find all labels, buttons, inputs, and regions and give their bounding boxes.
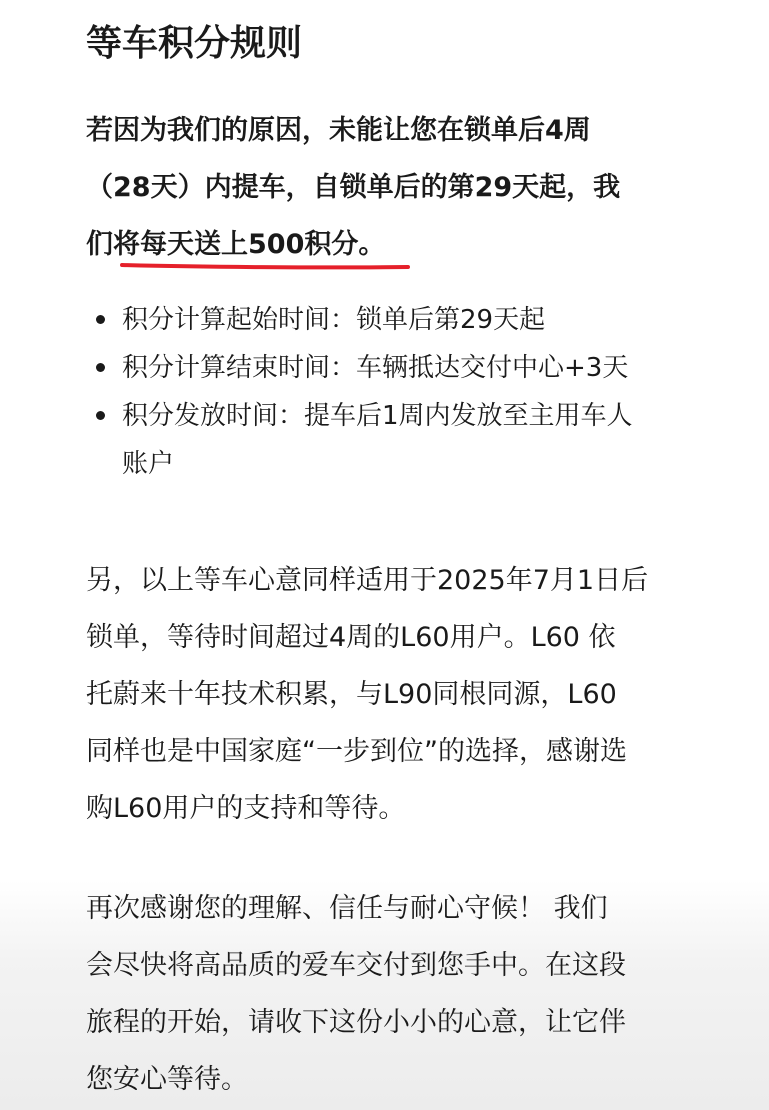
intro-line: （28天）内提车，自锁单后的第29天起，我 [86,172,621,203]
intro-line: 若因为我们的原因，未能让您在锁单后4周 [86,115,591,146]
list-item [86,344,706,392]
paragraph-line: 旅程的开始，请收下这份小小的心意，让它伴 [86,1007,626,1038]
paragraph-line: 会尽快将高品质的爱车交付到您手中。在这段 [86,950,626,981]
paragraph-line: 另，以上等车心意同样适用于2025年7月1日后 [86,565,649,596]
bullet-dot-icon [96,363,105,372]
intro-paragraph [86,102,696,273]
paragraph-line: 再次感谢您的理解、信任与耐心守候！ 我们 [86,893,608,924]
bullet-dot-icon [96,315,105,324]
list-item-text: 账户 [122,449,175,479]
paragraph-line: 同样也是中国家庭“一步到位”的选择，感谢选 [86,736,627,767]
list-item [86,296,706,344]
paragraph-line: 锁单，等待时间超过4周的L60用户。L60 依 [86,622,616,653]
list-item [86,392,706,488]
rules-list [86,296,706,488]
applicability-paragraph [86,552,726,837]
page-title: 等车积分规则 [86,23,303,64]
paragraph-line: 托蔚来十年技术积累，与L90同根同源，L60 [86,679,617,710]
list-item-text: 积分计算结束时间：车辆抵达交付中心+3天 [122,353,629,383]
bullet-dot-icon [96,411,105,420]
list-item-text: 积分发放时间：提车后1周内发放至主用车人 [122,401,633,431]
list-item-text: 积分计算起始时间：锁单后第29天起 [122,305,546,335]
paragraph-line: 购L60用户的支持和等待。 [86,793,406,824]
intro-line: 们将每天送上500积分。 [86,229,386,260]
red-underline-mark [120,262,410,270]
paragraph-line: 您安心等待。 [86,1064,248,1095]
thanks-paragraph [86,880,726,1108]
